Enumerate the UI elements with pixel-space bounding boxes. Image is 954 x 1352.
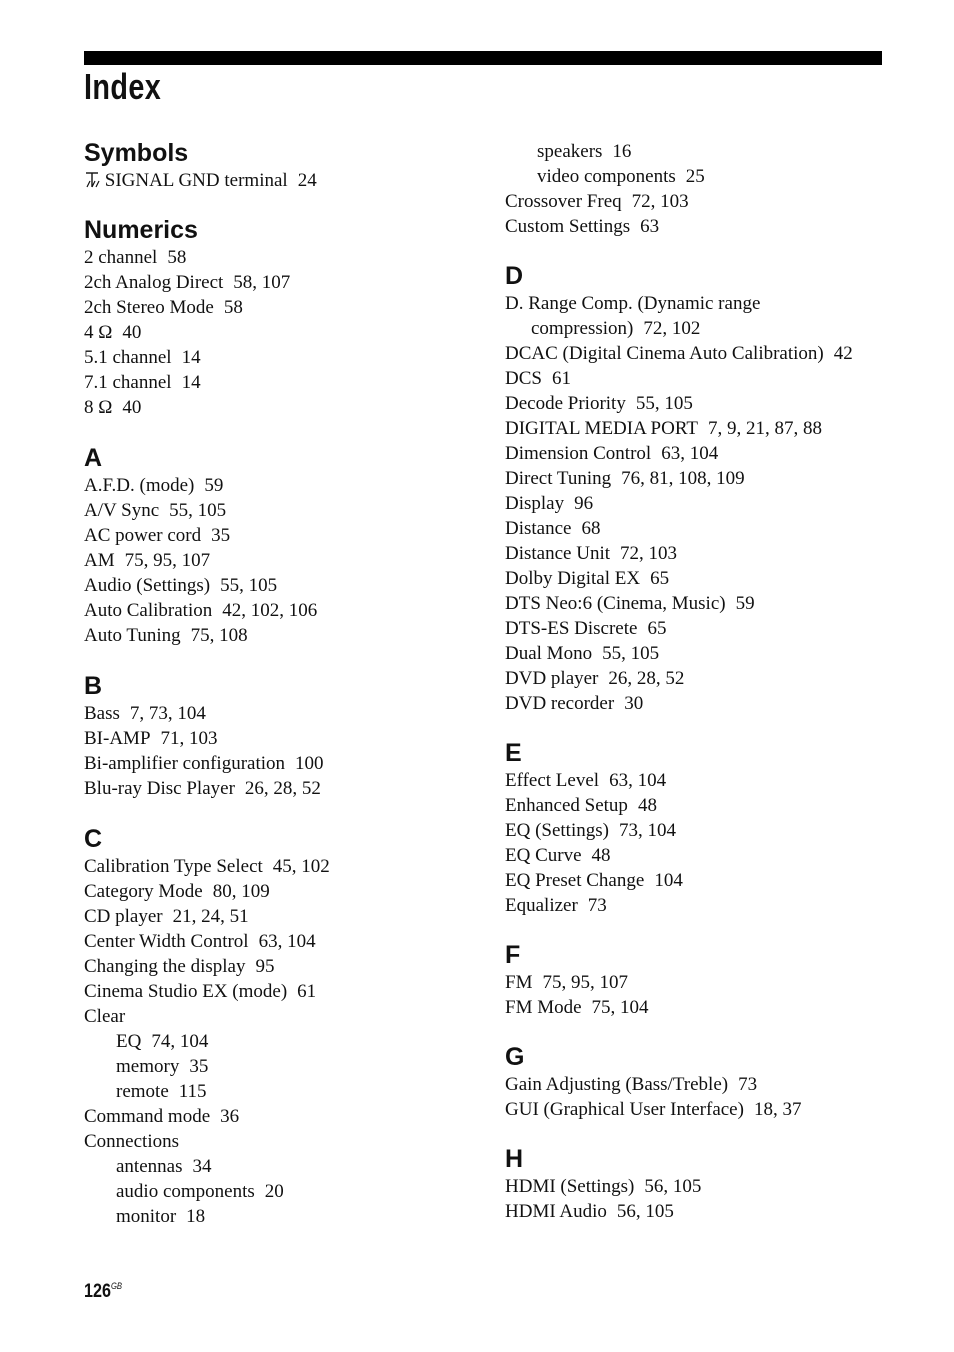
entry-term: AC power cord (84, 525, 202, 546)
entry-pages: 65 (650, 568, 670, 589)
index-section-b (84, 672, 504, 801)
entry-pages: 58 (167, 247, 187, 268)
entry-term: Changing the display (84, 956, 246, 977)
section-heading: Symbols (84, 139, 189, 167)
entry-pages: 100 (295, 753, 324, 774)
entry-term: Bi-amplifier configuration (84, 753, 286, 774)
entry-term: Audio (Settings) (84, 575, 211, 596)
index-entry (505, 1199, 925, 1224)
entry-pages: 72, 102 (643, 318, 701, 339)
index-entry (84, 573, 504, 598)
index-entry (505, 970, 925, 995)
entry-pages: 16 (612, 141, 632, 162)
index-entry (505, 391, 925, 416)
entry-pages: 35 (189, 1056, 209, 1077)
index-section-e (505, 739, 925, 918)
index-section-g (505, 1043, 925, 1122)
index-entry (84, 523, 504, 548)
entry-pages: 76, 81, 108, 109 (621, 468, 745, 489)
index-entry (84, 245, 504, 270)
index-entry (505, 616, 925, 641)
index-subentry (84, 1179, 504, 1204)
entry-term: FM Mode (505, 997, 582, 1018)
entry-term: DTS-ES Discrete (505, 618, 638, 639)
entry-pages: 95 (255, 956, 275, 977)
entry-term: Auto Calibration (84, 600, 213, 621)
index-entry (84, 1129, 504, 1154)
entry-pages: 75, 108 (190, 625, 248, 646)
entry-pages: 55, 105 (602, 643, 660, 664)
entry-term: EQ (116, 1031, 142, 1052)
entry-term: Crossover Freq (505, 191, 622, 212)
entry-pages: 115 (178, 1081, 207, 1102)
section-heading: B (84, 672, 103, 700)
index-entry (505, 516, 925, 541)
entry-term: 8 Ω (84, 397, 113, 418)
section-heading: G (505, 1043, 525, 1071)
entry-pages: 24 (297, 170, 317, 191)
index-section-d (505, 262, 925, 716)
index-entry (505, 893, 925, 918)
entry-pages: 55, 105 (169, 500, 227, 521)
entry-term: AM (84, 550, 115, 571)
index-entry (84, 726, 504, 751)
index-entry (505, 641, 925, 666)
entry-term: Direct Tuning (505, 468, 612, 489)
entry-term: DIGITAL MEDIA PORT (505, 418, 698, 439)
entry-pages: 48 (637, 795, 657, 816)
index-entry (505, 591, 925, 616)
entry-pages: 45, 102 (272, 856, 330, 877)
index-entry (505, 441, 925, 466)
entry-term: Blu-ray Disc Player (84, 778, 235, 799)
section-heading: E (505, 739, 522, 767)
index-entry (505, 691, 925, 716)
entry-pages: 7, 9, 21, 87, 88 (707, 418, 822, 439)
entry-pages: 26, 28, 52 (244, 778, 321, 799)
entry-term: CD player (84, 906, 163, 927)
entry-pages: 63, 104 (609, 770, 667, 791)
index-entry (84, 904, 504, 929)
index-entry (505, 1097, 925, 1122)
entry-term: 2ch Stereo Mode (84, 297, 214, 318)
entry-term: EQ Preset Change (505, 870, 645, 891)
entry-term: Equalizer (505, 895, 578, 916)
entry-pages: 55, 105 (635, 393, 693, 414)
entry-pages: 74, 104 (151, 1031, 209, 1052)
entry-pages: 30 (624, 693, 644, 714)
index-entry (505, 768, 925, 793)
entry-term: Calibration Type Select (84, 856, 263, 877)
index-subentry (84, 1079, 504, 1104)
index-entry (505, 366, 925, 391)
index-entry (505, 868, 925, 893)
index-entry (84, 345, 504, 370)
section-heading: D (505, 262, 524, 290)
index-entry (505, 491, 925, 516)
entry-pages: 96 (574, 493, 594, 514)
entry-term: audio components (116, 1181, 255, 1202)
entry-term: Enhanced Setup (505, 795, 628, 816)
entry-term: EQ Curve (505, 845, 582, 866)
entry-pages: 61 (297, 981, 317, 1002)
entry-pages: 73 (587, 895, 607, 916)
entry-term: memory (116, 1056, 180, 1077)
index-subentry (505, 139, 925, 164)
index-entry (505, 818, 925, 843)
header-rule (84, 51, 882, 65)
index-entry (505, 466, 925, 491)
entry-pages: 59 (204, 475, 224, 496)
entry-term: EQ (Settings) (505, 820, 609, 841)
entry-term: Distance Unit (505, 543, 611, 564)
index-section-f (505, 941, 925, 1020)
entry-term: remote (116, 1081, 169, 1102)
index-entry (84, 320, 504, 345)
index-section-c (84, 825, 504, 1229)
index-entry (84, 879, 504, 904)
index-subentry (84, 1054, 504, 1079)
entry-pages: 35 (211, 525, 231, 546)
entry-pages: 48 (591, 845, 611, 866)
entry-pages: 73, 104 (618, 820, 676, 841)
entry-pages: 42 (833, 343, 853, 364)
entry-term: BI-AMP (84, 728, 151, 749)
entry-term: Gain Adjusting (Bass/Treble) (505, 1074, 729, 1095)
entry-term: Dimension Control (505, 443, 652, 464)
index-entry (505, 416, 925, 441)
index-section-h (505, 1145, 925, 1224)
entry-pages: 58 (223, 297, 243, 318)
entry-pages: 71, 103 (160, 728, 218, 749)
entry-term: Dual Mono (505, 643, 593, 664)
entry-pages: 26, 28, 52 (608, 668, 685, 689)
entry-term: 5.1 channel (84, 347, 172, 368)
entry-pages: 21, 24, 51 (172, 906, 249, 927)
index-entry (84, 979, 504, 1004)
entry-pages: 34 (192, 1156, 212, 1177)
index-entry (84, 598, 504, 623)
entry-term: D. Range Comp. (Dynamic range (505, 293, 761, 314)
entry-pages: 72, 103 (620, 543, 678, 564)
entry-term: DCAC (Digital Cinema Auto Calibration) (505, 343, 824, 364)
entry-term: Bass (84, 703, 120, 724)
entry-pages: 63, 104 (258, 931, 316, 952)
entry-pages: 7, 73, 104 (129, 703, 206, 724)
entry-term: GUI (Graphical User Interface) (505, 1099, 744, 1120)
index-entry (84, 623, 504, 648)
index-entry (84, 168, 504, 193)
index-entry (84, 548, 504, 573)
index-entry (84, 854, 504, 879)
entry-term: Cinema Studio EX (mode) (84, 981, 288, 1002)
entry-term: SIGNAL GND terminal (104, 170, 288, 191)
index-entry (84, 1104, 504, 1129)
index-subentry (505, 164, 925, 189)
section-heading: F (505, 941, 521, 969)
entry-pages: 14 (181, 372, 201, 393)
entry-term: A/V Sync (84, 500, 160, 521)
index-entry (84, 395, 504, 420)
index-entry (84, 751, 504, 776)
entry-pages: 73 (738, 1074, 758, 1095)
entry-term: Effect Level (505, 770, 600, 791)
index-entry (84, 370, 504, 395)
index-entry (505, 214, 925, 239)
entry-term: Decode Priority (505, 393, 626, 414)
page-title: Index (84, 66, 162, 107)
entry-term: DVD player (505, 668, 599, 689)
index-section-symbols (84, 139, 504, 193)
entry-term: 4 Ω (84, 322, 113, 343)
entry-term: DVD recorder (505, 693, 615, 714)
index-entry (505, 316, 925, 341)
entry-pages: 18, 37 (753, 1099, 802, 1120)
entry-term: Command mode (84, 1106, 211, 1127)
entry-term: Center Width Control (84, 931, 249, 952)
entry-pages: 59 (735, 593, 755, 614)
ground-symbol-icon (84, 170, 100, 188)
section-heading: C (84, 825, 103, 853)
entry-term: Clear (84, 1006, 126, 1027)
entry-term: HDMI (Settings) (505, 1176, 635, 1197)
entry-pages: 72, 103 (631, 191, 689, 212)
entry-term: Display (505, 493, 565, 514)
entry-term: antennas (116, 1156, 183, 1177)
index-column-right (505, 139, 925, 1224)
index-entry (505, 341, 925, 366)
entry-pages: 104 (654, 870, 683, 891)
entry-pages: 63 (640, 216, 660, 237)
entry-term: DCS (505, 368, 542, 389)
index-entry (84, 498, 504, 523)
entry-pages: 75, 95, 107 (542, 972, 628, 993)
entry-term: 7.1 channel (84, 372, 172, 393)
index-entry (84, 270, 504, 295)
entry-term: A.F.D. (mode) (84, 475, 195, 496)
index-entry (505, 291, 925, 316)
entry-term: Category Mode (84, 881, 203, 902)
entry-pages: 56, 105 (616, 1201, 674, 1222)
index-entry (505, 793, 925, 818)
entry-term: speakers (537, 141, 603, 162)
entry-term: compression) (531, 318, 634, 339)
entry-term: video components (537, 166, 676, 187)
entry-pages: 65 (647, 618, 667, 639)
index-entry (84, 295, 504, 320)
entry-term: HDMI Audio (505, 1201, 607, 1222)
entry-pages: 25 (685, 166, 705, 187)
entry-term: Custom Settings (505, 216, 631, 237)
section-heading: A (84, 444, 103, 472)
entry-term: Connections (84, 1131, 179, 1152)
entry-pages: 56, 105 (644, 1176, 702, 1197)
entry-term: Distance (505, 518, 572, 539)
entry-pages: 40 (122, 397, 142, 418)
entry-term: DTS Neo:6 (Cinema, Music) (505, 593, 726, 614)
entry-term: Dolby Digital EX (505, 568, 641, 589)
entry-pages: 18 (186, 1206, 206, 1227)
index-subentry (84, 1204, 504, 1229)
entry-term: monitor (116, 1206, 177, 1227)
index-entry (84, 701, 504, 726)
index-entry (505, 566, 925, 591)
index-subentry (84, 1029, 504, 1054)
entry-term: Auto Tuning (84, 625, 181, 646)
entry-pages: 68 (581, 518, 601, 539)
page-suffix: GB (110, 1281, 123, 1291)
section-heading: H (505, 1145, 524, 1173)
entry-pages: 40 (122, 322, 142, 343)
index-section-a (84, 444, 504, 648)
index-entry (505, 1174, 925, 1199)
entry-pages: 80, 109 (212, 881, 270, 902)
entry-pages: 58, 107 (233, 272, 291, 293)
index-entry (505, 666, 925, 691)
entry-pages: 61 (551, 368, 571, 389)
entry-pages: 75, 104 (591, 997, 649, 1018)
entry-pages: 63, 104 (661, 443, 719, 464)
index-entry (505, 189, 925, 214)
entry-pages: 36 (220, 1106, 240, 1127)
index-entry (84, 1004, 504, 1029)
entry-term: 2 channel (84, 247, 158, 268)
index-entry (84, 929, 504, 954)
index-entry (84, 473, 504, 498)
index-entry (84, 954, 504, 979)
entry-term: FM (505, 972, 533, 993)
index-subentry (84, 1154, 504, 1179)
index-entry (505, 843, 925, 868)
index-entry (505, 1072, 925, 1097)
entry-pages: 14 (181, 347, 201, 368)
index-section-continued (505, 139, 925, 239)
entry-pages: 75, 95, 107 (124, 550, 211, 571)
entry-term: 2ch Analog Direct (84, 272, 224, 293)
page-number: $126^{GB}$ (84, 1281, 123, 1302)
index-entry (505, 541, 925, 566)
section-heading: Numerics (84, 216, 198, 244)
index-column-left (84, 139, 504, 1229)
index-entry (505, 995, 925, 1020)
entry-pages: 42, 102, 106 (222, 600, 318, 621)
entry-pages: 55, 105 (220, 575, 278, 596)
entry-pages: 20 (264, 1181, 284, 1202)
index-section-numerics (84, 216, 504, 420)
index-entry (84, 776, 504, 801)
